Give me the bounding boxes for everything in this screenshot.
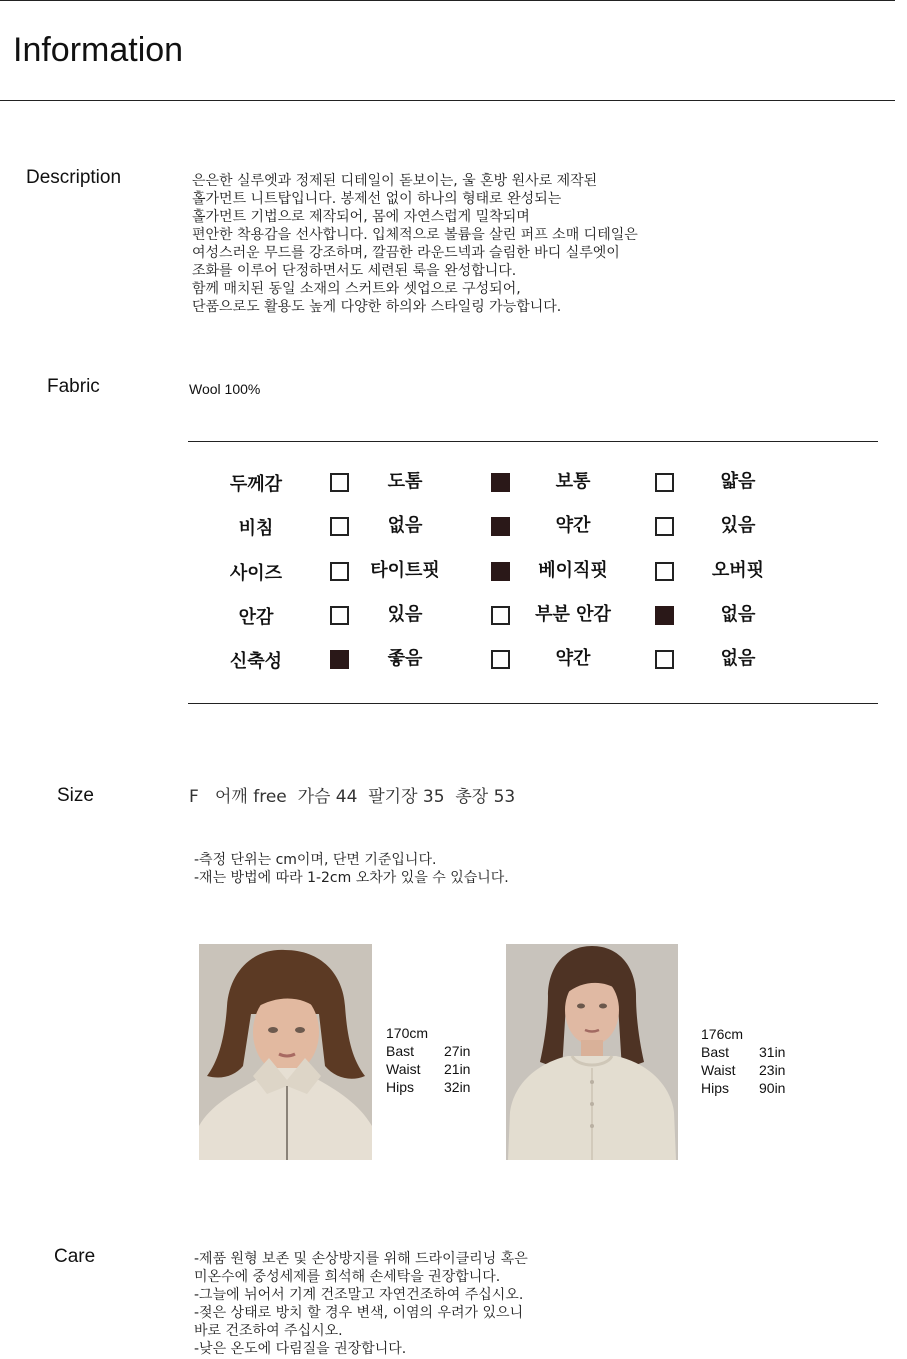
care-label: Care [54, 1246, 96, 1267]
care-text [194, 1250, 528, 1358]
attr-3-opt-1-checkbox[interactable] [491, 606, 510, 625]
attribute-label: 안감 [238, 607, 274, 628]
measure-row [701, 1079, 785, 1097]
model-photo-1 [199, 944, 372, 1160]
option-label: 오버핏 [711, 560, 765, 581]
attr-2-opt-2-checkbox[interactable] [655, 562, 674, 581]
description-line: 조화를 이루어 단정하면서도 세련된 룩을 완성합니다. [192, 263, 517, 279]
care-line: -그늘에 뉘어서 기계 건조말고 자연건조하여 주십시오. [194, 1287, 524, 1303]
measure-key: Bast [701, 1044, 730, 1060]
description-text [192, 172, 638, 316]
fabric-label: Fabric [47, 376, 100, 397]
fabric-value: Wool 100% [189, 381, 261, 397]
description-line: 단품으로도 활용도 높게 다양한 하의와 스타일링 가능합니다. [192, 299, 562, 315]
measure-row [386, 1078, 470, 1096]
care-line: 미온수에 중성세제를 희석해 손세탁을 권장합니다. [194, 1269, 501, 1285]
size-label: Size [57, 785, 94, 806]
option-label: 있음 [387, 604, 423, 625]
title-divider [0, 100, 895, 101]
description-line: 여성스러운 무드를 강조하며, 깔끔한 라운드넥과 슬림한 바디 실루엣이 [192, 245, 620, 261]
measure-value: 21in [444, 1061, 471, 1077]
description-line: 홀가먼트 니트탑입니다. 봉제선 없이 하나의 형태로 완성되는 [192, 191, 562, 207]
attribute-table-bottom-rule [188, 703, 878, 704]
attr-4-opt-1-checkbox[interactable] [491, 650, 510, 669]
attribute-label: 두께감 [229, 474, 283, 495]
attribute-label: 사이즈 [229, 563, 283, 584]
size-note: -측정 단위는 cm이며, 단면 기준입니다. [194, 852, 437, 868]
page-title: Information [13, 31, 184, 69]
care-line: -젖은 상태로 방치 할 경우 변색, 이염의 우려가 있으니 [194, 1305, 524, 1321]
model-photo-2 [506, 944, 678, 1160]
option-label: 좋음 [387, 648, 423, 669]
description-line: 은은한 실루엣과 정제된 디테일이 돋보이는, 울 혼방 원사로 제작된 [192, 173, 598, 189]
measure-key: Waist [386, 1061, 421, 1077]
attribute-table-top-rule [188, 441, 878, 442]
size-note: -재는 방법에 따라 1-2cm 오차가 있을 수 있습니다. [194, 870, 509, 886]
measure-key: Waist [701, 1062, 736, 1078]
option-label: 얇음 [720, 471, 756, 492]
attr-3-opt-2-checkbox[interactable] [655, 606, 674, 625]
option-label: 없음 [720, 648, 756, 669]
care-line: 바로 건조하여 주십시오. [194, 1323, 343, 1339]
measure-key: Hips [386, 1079, 415, 1095]
option-label: 있음 [720, 515, 756, 536]
attr-2-opt-1-checkbox[interactable] [491, 562, 510, 581]
measure-row [701, 1043, 785, 1061]
description-line: 함께 매치된 동일 소재의 스커트와 셋업으로 구성되어, [192, 281, 521, 297]
measure-value: 23in [759, 1062, 786, 1078]
measure-key: Bast [386, 1043, 415, 1059]
model-1-measurements [386, 1024, 470, 1096]
option-label: 보통 [555, 471, 591, 492]
measure-value: 27in [444, 1043, 471, 1059]
size-measurements: F 어깨 free 가슴 44 팔기장 35 총장 53 [189, 787, 516, 807]
size-notes [194, 851, 509, 887]
top-border [0, 0, 895, 1]
model-height: 170cm [386, 1025, 429, 1041]
attr-0-opt-2-checkbox[interactable] [655, 473, 674, 492]
description-line: 홀가먼트 기법으로 제작되어, 몸에 자연스럽게 밀착되며 [192, 209, 530, 225]
attribute-label: 비침 [238, 518, 274, 539]
measure-row [386, 1042, 470, 1060]
option-label: 도톰 [387, 471, 423, 492]
attr-0-opt-1-checkbox[interactable] [491, 473, 510, 492]
measure-value: 31in [759, 1044, 786, 1060]
measure-row [701, 1061, 785, 1079]
description-line: 편안한 착용감을 선사합니다. 입체적으로 볼륨을 살린 퍼프 소매 디테일은 [192, 227, 638, 243]
option-label: 부분 안감 [535, 604, 611, 625]
option-label: 없음 [387, 515, 423, 536]
attr-1-opt-1-checkbox[interactable] [491, 517, 510, 536]
care-line: -낮은 온도에 다림질을 권장합니다. [194, 1341, 407, 1357]
measure-key: Hips [701, 1080, 730, 1096]
measure-value: 32in [444, 1079, 471, 1095]
description-label: Description [26, 167, 122, 188]
attribute-label: 신축성 [229, 651, 283, 672]
model-2-measurements [701, 1025, 785, 1097]
option-label: 약간 [555, 648, 591, 669]
measure-row [386, 1060, 470, 1078]
care-line: -제품 원형 보존 및 손상방지를 위해 드라이클리닝 혹은 [194, 1251, 528, 1267]
option-label: 타이트핏 [370, 560, 440, 581]
attr-4-opt-2-checkbox[interactable] [655, 650, 674, 669]
attr-1-opt-2-checkbox[interactable] [655, 517, 674, 536]
option-label: 약간 [555, 515, 591, 536]
option-label: 베이직핏 [538, 560, 608, 581]
option-label: 없음 [720, 604, 756, 625]
model-height: 176cm [701, 1026, 744, 1042]
measure-value: 90in [759, 1080, 786, 1096]
